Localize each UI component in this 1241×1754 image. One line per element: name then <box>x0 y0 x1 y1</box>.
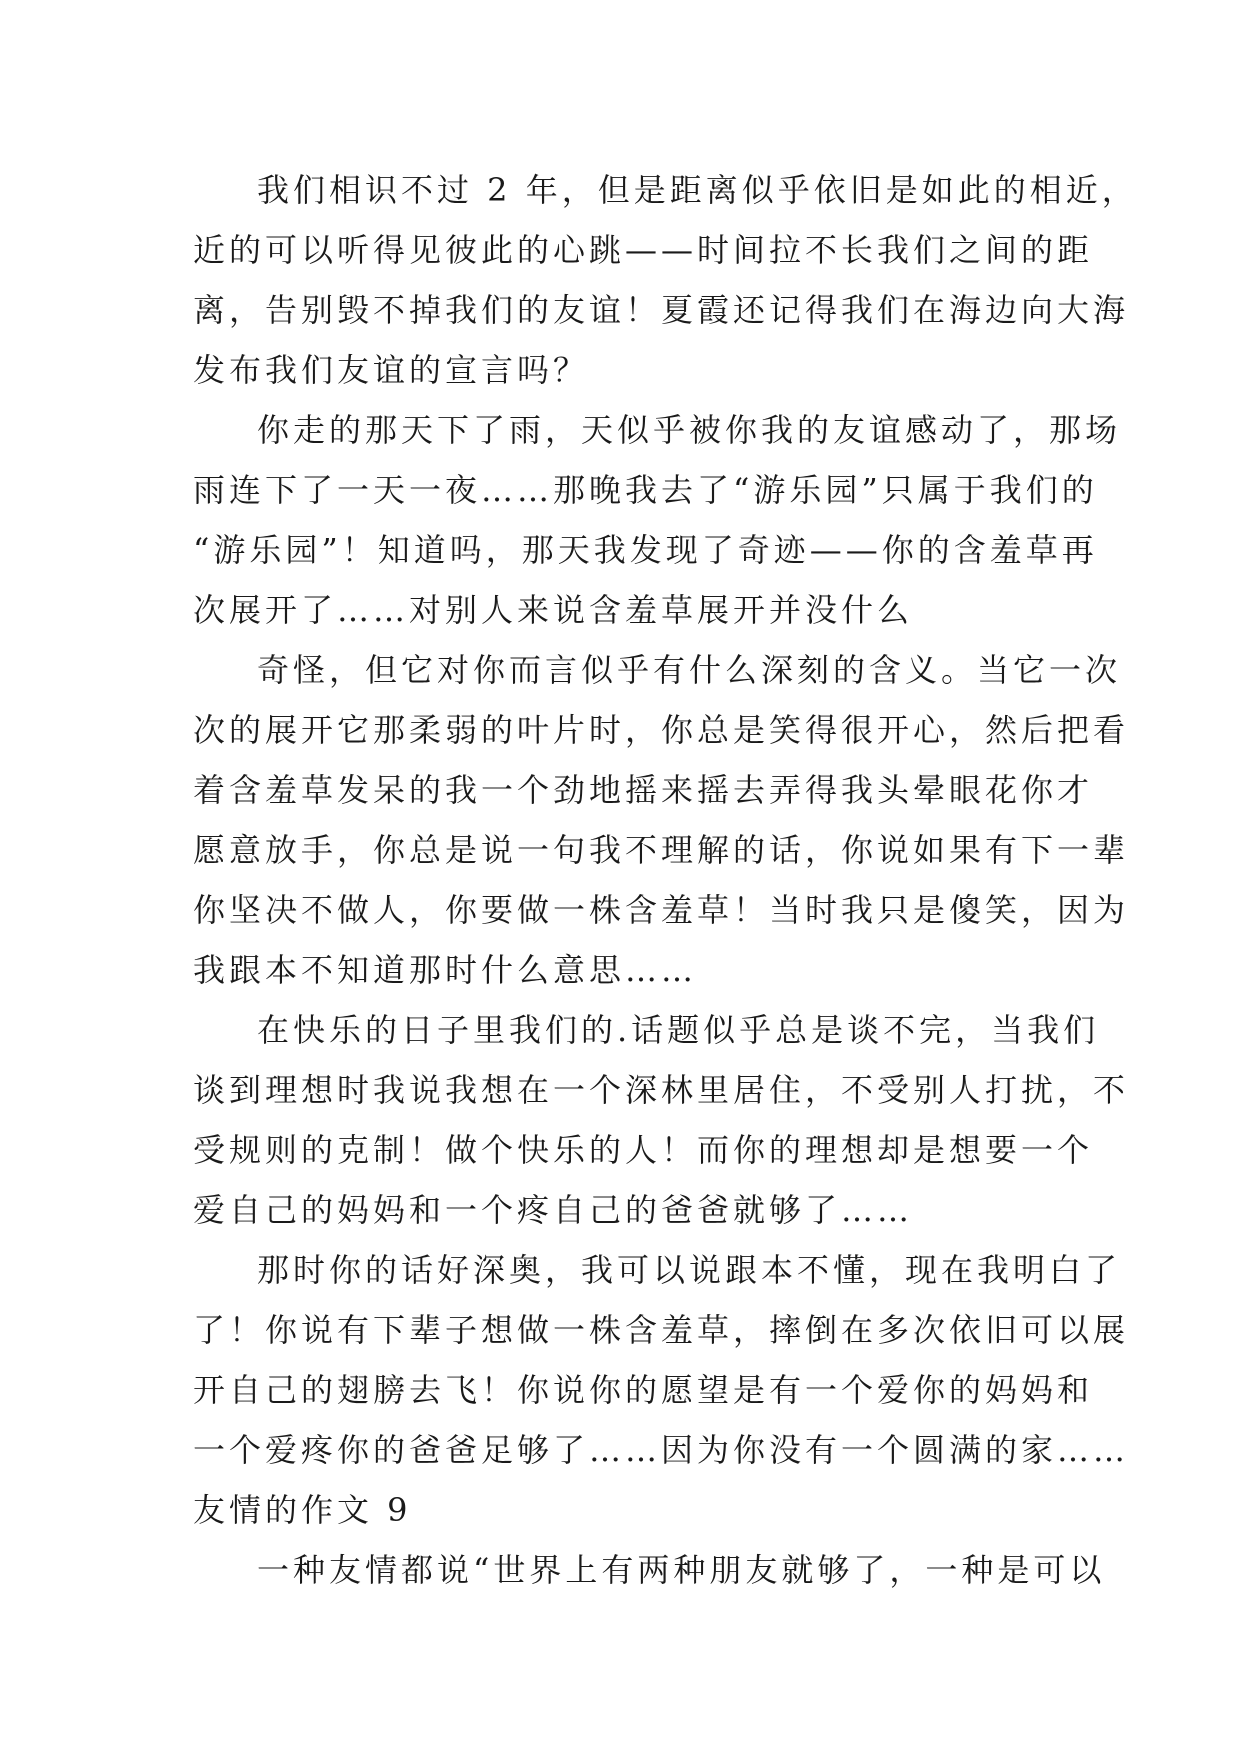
paragraph-line: 着含羞草发呆的我一个劲地摇来摇去弄得我头晕眼花你才 <box>193 771 1094 809</box>
paragraph-line: 那时你的话好深奥，我可以说跟本不懂，现在我明白了 <box>257 1251 1122 1289</box>
paragraph-line: 受规则的克制！做个快乐的人！而你的理想却是想要一个 <box>193 1131 1094 1169</box>
paragraph-line: 你走的那天下了雨，天似乎被你我的友谊感动了，那场 <box>257 411 1122 449</box>
paragraph-line: 一个爱疼你的爸爸足够了……因为你没有一个圆满的家…… <box>193 1431 1130 1469</box>
paragraph-line: 奇怪，但它对你而言似乎有什么深刻的含义。当它一次 <box>257 651 1122 689</box>
paragraph-line: 次的展开它那柔弱的叶片时，你总是笑得很开心，然后把看 <box>193 711 1130 749</box>
paragraph-line: 近的可以听得见彼此的心跳——时间拉不长我们之间的距 <box>193 231 1094 269</box>
section-heading: 友情的作文 9 <box>193 1491 412 1529</box>
paragraph-line: 谈到理想时我说我想在一个深林里居住，不受别人打扰，不 <box>193 1071 1130 1109</box>
paragraph-line: 次展开了……对别人来说含羞草展开并没什么 <box>193 591 914 629</box>
paragraph-line: 发布我们友谊的宣言吗？ <box>193 351 590 389</box>
paragraph-line: 雨连下了一天一夜……那晚我去了“游乐园”只属于我们的 <box>193 471 1098 509</box>
paragraph-line: 我们相识不过 2 年，但是距离似乎依旧是如此的相近， <box>257 171 1138 209</box>
paragraph-line: 了！你说有下辈子想做一株含羞草，摔倒在多次依旧可以展 <box>193 1311 1130 1349</box>
essay-body <box>193 160 1138 1600</box>
paragraph-line: 开自己的翅膀去飞！你说你的愿望是有一个爱你的妈妈和 <box>193 1371 1094 1409</box>
paragraph-line: “游乐园”！知道吗，那天我发现了奇迹——你的含羞草再 <box>193 531 1098 569</box>
paragraph-line: 爱自己的妈妈和一个疼自己的爸爸就够了…… <box>193 1191 914 1229</box>
paragraph-line: 在快乐的日子里我们的.话题似乎总是谈不完，当我们 <box>257 1011 1100 1049</box>
paragraph-line: 你坚决不做人，你要做一株含羞草！当时我只是傻笑，因为 <box>193 891 1130 929</box>
paragraph-line: 离，告别毁不掉我们的友谊！夏霞还记得我们在海边向大海 <box>193 291 1130 329</box>
paragraph-line: 一种友情都说“世界上有两种朋友就够了，一种是可以 <box>257 1551 1106 1589</box>
paragraph-line: 愿意放手，你总是说一句我不理解的话，你说如果有下一辈 <box>193 831 1130 869</box>
paragraph-line: 我跟本不知道那时什么意思…… <box>193 951 698 989</box>
